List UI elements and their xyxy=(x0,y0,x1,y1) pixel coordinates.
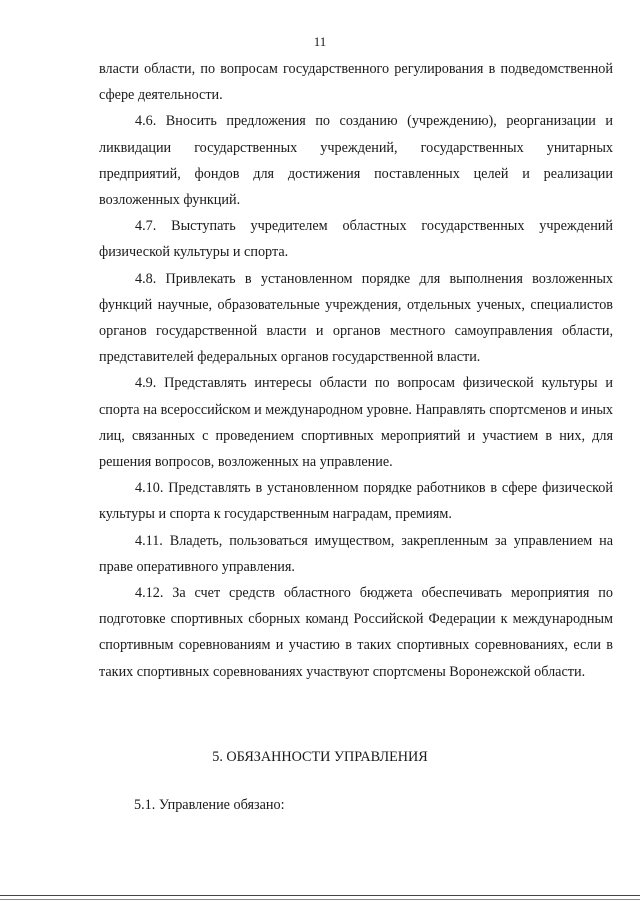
clause-5-1: 5.1. Управление обязано: xyxy=(134,797,285,813)
paragraph-4-8: 4.8. Привлекать в установленном порядке для выполнения возложенных функций научные, образовательные учреждения, отдельных ученых, специалистов органов государственной власти и органов местного самоуправления области, представителей федеральных органов государственной власти. xyxy=(99,270,613,366)
page-number: 11 xyxy=(313,34,327,49)
section-heading: 5. ОБЯЗАННОСТИ УПРАВЛЕНИЯ xyxy=(212,749,428,765)
paragraph-4-10: 4.10. Представлять в установленном порядке работников в сфере физической культуры и спорта к государственным наградам, премиям. xyxy=(99,480,613,523)
document-body xyxy=(99,56,613,685)
scan-edge-line xyxy=(0,895,640,896)
scan-edge-line-2 xyxy=(0,899,640,900)
paragraph-4-7: 4.7. Выступать учредителем областных государственных учреждений физической культуры и спорта. xyxy=(99,218,613,261)
paragraph-4-9: 4.9. Представлять интересы области по вопросам физической культуры и спорта на всероссийском и международном уровне. Направлять спортсменов и иных лиц, связанных с проведением спортивных мероприятий и участием в них, для решения вопросов, возложенных на управление. xyxy=(99,375,613,471)
paragraph-continuation: власти области, по вопросам государственного регулирования в подведомственной сфере деятельности. xyxy=(99,61,613,104)
paragraph-4-12: 4.12. За счет средств областного бюджета обеспечивать мероприятия по подготовке спортивных сборных команд Российской Федерации к международным спортивным соревнованиям и участию в таких спортивных соревнованиях, если в таких спортивных соревнованиях участвуют спортсмены Воронежской области. xyxy=(99,585,613,680)
paragraph-4-11: 4.11. Владеть, пользоваться имуществом, закрепленным за управлением на праве оперативного управления. xyxy=(99,532,613,575)
paragraph-4-6: 4.6. Вносить предложения по созданию (учреждению), реорганизации и ликвидации государственных учреждений, государственных унитарных предприятий, фондов для достижения поставленных целей и реализации возложенных функций. xyxy=(99,113,613,209)
